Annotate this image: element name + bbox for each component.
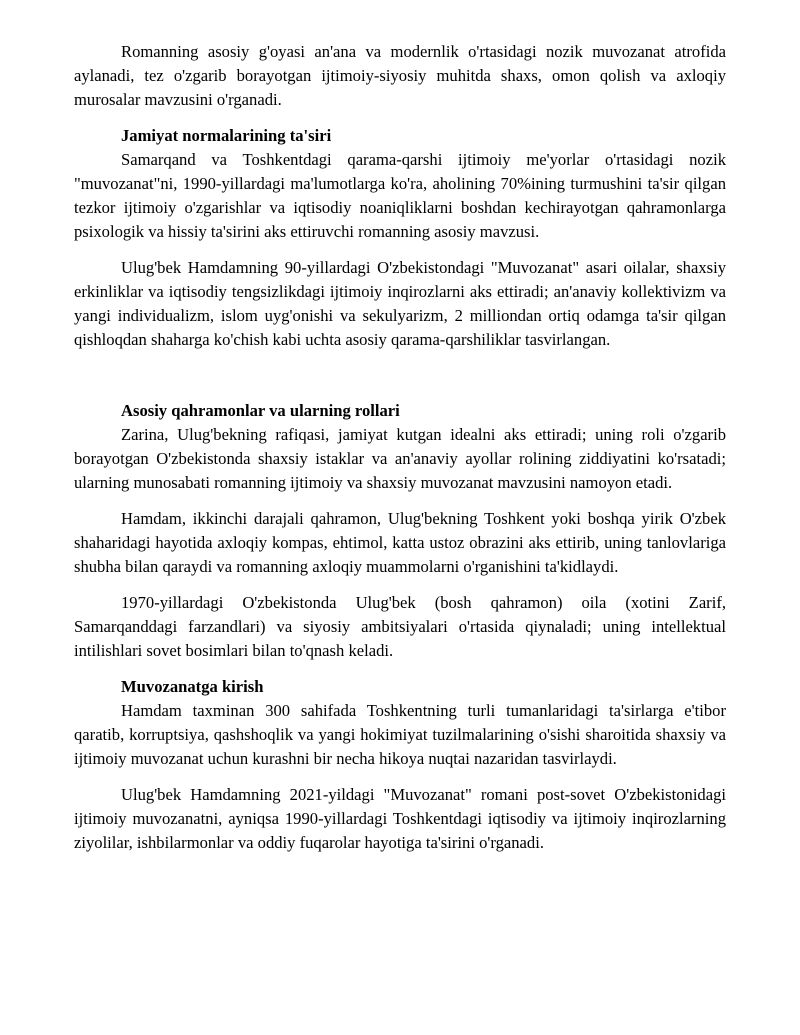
section-society-norms xyxy=(74,124,726,352)
body-paragraph: 1970-yillardagi O'zbekistonda Ulug'bek (bosh qahramon) oila (xotini Zarif, Samarqanddagi farzandlari) va siyosiy ambitsiyalari o'rtasida qiynaladi; uning intellektual intilishlari sovet bosimlari bilan to'qnash keladi. xyxy=(74,593,726,660)
body-paragraph: Hamdam, ikkinchi darajali qahramon, Ulug'bekning Toshkent yoki boshqa yirik O'zbek shaharidagi hayotida axloqiy kompas, ehtimol, katta ustoz obrazini aks ettirib, uning tanlovlariga shubha bilan qaraydi va romanning axloqiy muammolarni o'rganishini ta'kidlaydi. xyxy=(74,509,726,576)
body-paragraph: Hamdam taxminan 300 sahifada Toshkentning turli tumanlaridagi ta'sirlarga e'tibor qaratib, korruptsiya, qashshoqlik va yangi hokimiyat tuzilmalarining o'sishi sharoitida shaxsiy va ijtimoiy muvozanat uchun kurashni bir necha hikoya nuqtai nazaridan tasvirlaydi. xyxy=(74,701,726,768)
section-heading: Muvozanatga kirish xyxy=(121,677,264,696)
body-paragraph: Ulug'bek Hamdamning 90-yillardagi O'zbekistondagi "Muvozanat" asari oilalar, shaxsiy erkinliklar va iqtisodiy tengsizlikdagi ijtimoiy inqirozlarni aks ettiradi; an'anaviy kollektivizm va yangi individualizm, islom uyg'onishi va sekulyarizm, 2 milliondan ortiq odamga ta'sir qilgan qishloqdan shaharga ko'chish kabi uchta asosiy qarama-qarshiliklar tasvirlangan. xyxy=(74,258,726,349)
intro-paragraph: Romanning asosiy g'oyasi an'ana va modernlik o'rtasidagi nozik muvozanat atrofida aylanadi, tez o'zgarib borayotgan ijtimoiy-siyosiy muhitda shaxs, omon qolish va axloqiy murosalar mavzusini o'rganadi. xyxy=(74,42,726,109)
document-page xyxy=(74,40,726,855)
section-main-characters xyxy=(74,399,726,663)
section-heading: Jamiyat normalarining ta'siri xyxy=(121,126,332,145)
section-heading: Asosiy qahramonlar va ularning rollari xyxy=(121,401,400,420)
body-paragraph: Zarina, Ulug'bekning rafiqasi, jamiyat kutgan idealni aks ettiradi; uning roli o'zgarib borayotgan O'zbekistonda shaxsiy istaklar va an'anaviy ayollar rolining ziddiyatini ko'rsatadi; ularning munosabati romanning ijtimoiy va shaxsiy muvozanat mavzusini namoyon etadi. xyxy=(74,425,726,492)
body-paragraph: Samarqand va Toshkentdagi qarama-qarshi ijtimoiy me'yorlar o'rtasidagi nozik "muvozanat"ni, 1990-yillardagi ma'lumotlarga ko'ra, aholining 70%ining turmushini ta'sir qilgan tezkor ijtimoiy o'zgarishlar va iqtisodiy noaniqliklarni boshdan kechirayotgan qahramonlarga psixologik va hissiy ta'sirini aks ettiruvchi romanning asosiy mavzusi. xyxy=(74,150,726,241)
section-introduction-to-balance xyxy=(74,675,726,855)
body-paragraph: Ulug'bek Hamdamning 2021-yildagi "Muvozanat" romani post-sovet O'zbekistonidagi ijtimoiy muvozanatni, ayniqsa 1990-yillardagi Toshkentdagi iqtisodiy va ijtimoiy inqirozlarning ziyolilar, ishbilarmonlar va oddiy fuqarolar hayotiga ta'sirini o'rganadi. xyxy=(74,785,726,852)
